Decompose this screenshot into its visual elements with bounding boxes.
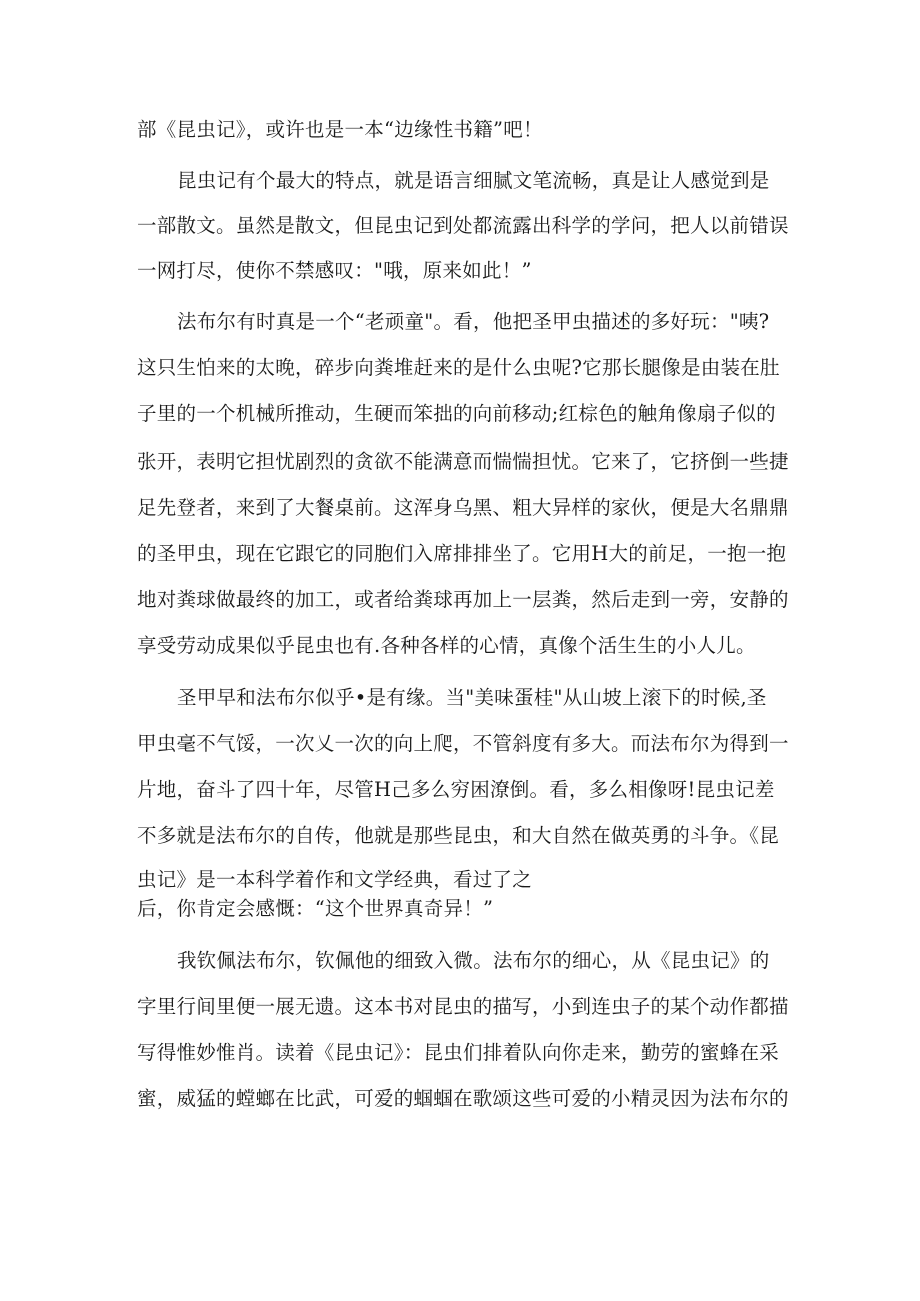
text-line: 我钦佩法布尔，钦佩他的细致入微。法布尔的细心，从《昆虫记》的 xyxy=(177,949,770,972)
text-line: 足先登者，来到了大餐桌前。这浑身乌黑、粗大异样的家伙，便是大名鼎鼎 xyxy=(137,496,789,519)
text-line: 子里的一个机械所推动，生硬而笨拙的向前移动;红棕色的触角像扇子似的 xyxy=(137,402,776,425)
text-line: 蜜，威猛的螳螂在比武，可爱的蝈蝈在歌颂这些可爱的小精灵因为法布尔的 xyxy=(137,1087,789,1110)
text-line: 地对粪球做最终的加工，或者给粪球再加上一层粪，然后走到一旁，安静的 xyxy=(137,588,789,611)
text-line: 昆虫记有个最大的特点，就是语言细腻文笔流畅，真是让人感觉到是 xyxy=(177,169,770,192)
text-line: 部《昆虫记》，或许也是一本“边缘性书籍”吧！ xyxy=(137,118,543,141)
text-line: 这只生怕来的太晚，碎步向粪堆赶来的是什么虫呢?它那长腿像是由装在肚 xyxy=(137,356,780,379)
text-line: 一网打尽，使你不禁感叹："哦，原来如此！” xyxy=(137,259,532,282)
text-line: 张开，表明它担忧剧烈的贪欲不能满意而惴惴担忧。它来了，它挤倒一些捷 xyxy=(137,450,789,473)
text-line: 圣甲早和法布尔似乎•是有缘。当"美味蛋桂"从山坡上滚下的时候,圣 xyxy=(177,686,767,709)
text-line: 片地，奋斗了四十年，尽管H己多么穷困潦倒。看，多么相像呀!昆虫记差 xyxy=(137,778,775,801)
text-line: 虫记》是一本科学着作和文学经典，看过了之 xyxy=(137,868,533,891)
text-line: 一部散文。虽然是散文，但昆虫记到处都流露出科学的学问，把人以前错误 xyxy=(137,214,789,237)
text-line: 字里行间里便一展无遗。这本书对昆虫的描写，小到连虫子的某个动作都描 xyxy=(137,995,789,1018)
text-line: 甲虫毫不气馁，一次乂一次的向上爬，不管斜度有多大。而法布尔为得到一 xyxy=(137,732,789,755)
text-line: 法布尔有时真是一个“老顽童"。看，他把圣甲虫描述的多好玩："咦? xyxy=(177,310,770,333)
text-line: 享受劳动成果似乎昆虫也有.各种各样的心情，真像个活生生的小人儿。 xyxy=(137,634,756,657)
text-line: 的圣甲虫，现在它跟它的同胞们入席排排坐了。它用H大的前足，一抱一抱 xyxy=(137,542,787,565)
text-line: 写得惟妙惟肖。读着《昆虫记》：昆虫们排着队向你走来，勤劳的蜜蜂在采 xyxy=(137,1041,780,1064)
text-line: 不多就是法布尔的自传，他就是那些昆虫，和大自然在做英勇的斗争。《昆 xyxy=(137,824,780,847)
text-line: 后，你肯定会感慨：“这个世界真奇异！” xyxy=(137,897,494,920)
